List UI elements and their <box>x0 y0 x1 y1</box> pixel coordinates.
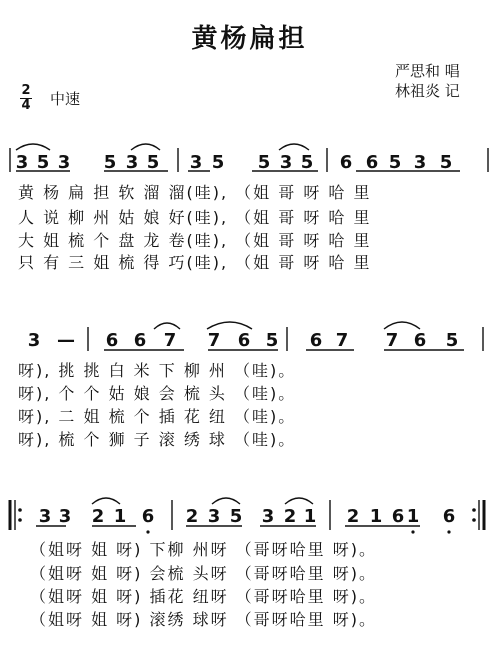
note: 7 <box>385 330 399 351</box>
note: 7 <box>207 330 221 351</box>
note: 5 <box>265 330 279 351</box>
singer-credit: 严思和 唱 <box>395 62 460 80</box>
tempo-marking: 中速 <box>50 90 81 108</box>
note: 1 <box>303 506 317 527</box>
lyric-line: 只 有 三 姐 梳 得 巧(哇), （姐 哥 呀 哈 里 <box>18 253 372 272</box>
note: 6 <box>339 152 353 173</box>
note: 3 <box>125 152 139 173</box>
note: 5 <box>36 152 50 173</box>
lyric-line: （姐呀 姐 呀) 滚绣 球呀 （哥呀哈里 呀)。 <box>30 610 378 629</box>
lyric-line: （姐呀 姐 呀) 下柳 州呀 （哥呀哈里 呀)。 <box>30 540 378 559</box>
note: 6 <box>237 330 251 351</box>
note: 5 <box>439 152 453 173</box>
note: 5 <box>146 152 160 173</box>
lyric-line: 呀), 梳 个 狮 子 滚 绣 球 （哇)。 <box>18 430 297 449</box>
note: 3 <box>207 506 221 527</box>
note: 7 <box>335 330 349 351</box>
recorder-credit: 林祖炎 记 <box>395 82 460 100</box>
note: 3 <box>413 152 427 173</box>
note: 7 <box>163 330 177 351</box>
lyric-line: 呀), 挑 挑 白 米 下 柳 州 （哇)。 <box>18 361 297 380</box>
note: 2 <box>346 506 360 527</box>
note: 5 <box>257 152 271 173</box>
note: 3 <box>189 152 203 173</box>
note: 2 <box>283 506 297 527</box>
note: 5 <box>211 152 225 173</box>
note: 6 <box>442 506 456 527</box>
note: 2 <box>91 506 105 527</box>
note: 6 <box>105 330 119 351</box>
note: 5 <box>300 152 314 173</box>
note: 5 <box>388 152 402 173</box>
note: 3 <box>38 506 52 527</box>
note: 5 <box>229 506 243 527</box>
lyric-line: 黄 杨 扁 担 软 溜 溜(哇), （姐 哥 呀 哈 里 <box>18 183 372 202</box>
note: 1 <box>113 506 127 527</box>
lyric-line: 大 姐 梳 个 盘 龙 卷(哇), （姐 哥 呀 哈 里 <box>18 231 372 250</box>
note: 3 <box>15 152 29 173</box>
song-title: 黄杨扁担 <box>191 24 308 54</box>
lyric-line: 呀), 二 姐 梳 个 插 花 纽 （哇)。 <box>18 407 297 426</box>
note: 3 <box>261 506 275 527</box>
note: 1 <box>369 506 383 527</box>
note: 2 <box>185 506 199 527</box>
note: 3 <box>57 152 71 173</box>
note: 6 <box>413 330 427 351</box>
note: 3 <box>27 330 41 351</box>
note: 5 <box>445 330 459 351</box>
note: 3 <box>58 506 72 527</box>
lyric-line: 呀), 个 个 姑 娘 会 梳 头 （哇)。 <box>18 384 297 403</box>
note: 6 <box>133 330 147 351</box>
note: 5 <box>103 152 117 173</box>
time-signature-bottom: 4 <box>21 98 31 113</box>
note: 1 <box>406 506 420 527</box>
lyric-line: 人 说 柳 州 姑 娘 好(哇), （姐 哥 呀 哈 里 <box>18 208 372 227</box>
lyric-line: （姐呀 姐 呀) 插花 纽呀 （哥呀哈里 呀)。 <box>30 587 378 606</box>
note: 3 <box>279 152 293 173</box>
time-signature-top: 2 <box>21 83 31 98</box>
note: 6 <box>309 330 323 351</box>
note: — <box>57 330 75 351</box>
note: 6 <box>141 506 155 527</box>
note: 6 <box>365 152 379 173</box>
note: 6 <box>391 506 405 527</box>
lyric-line: （姐呀 姐 呀) 会梳 头呀 （哥呀哈里 呀)。 <box>30 564 378 583</box>
